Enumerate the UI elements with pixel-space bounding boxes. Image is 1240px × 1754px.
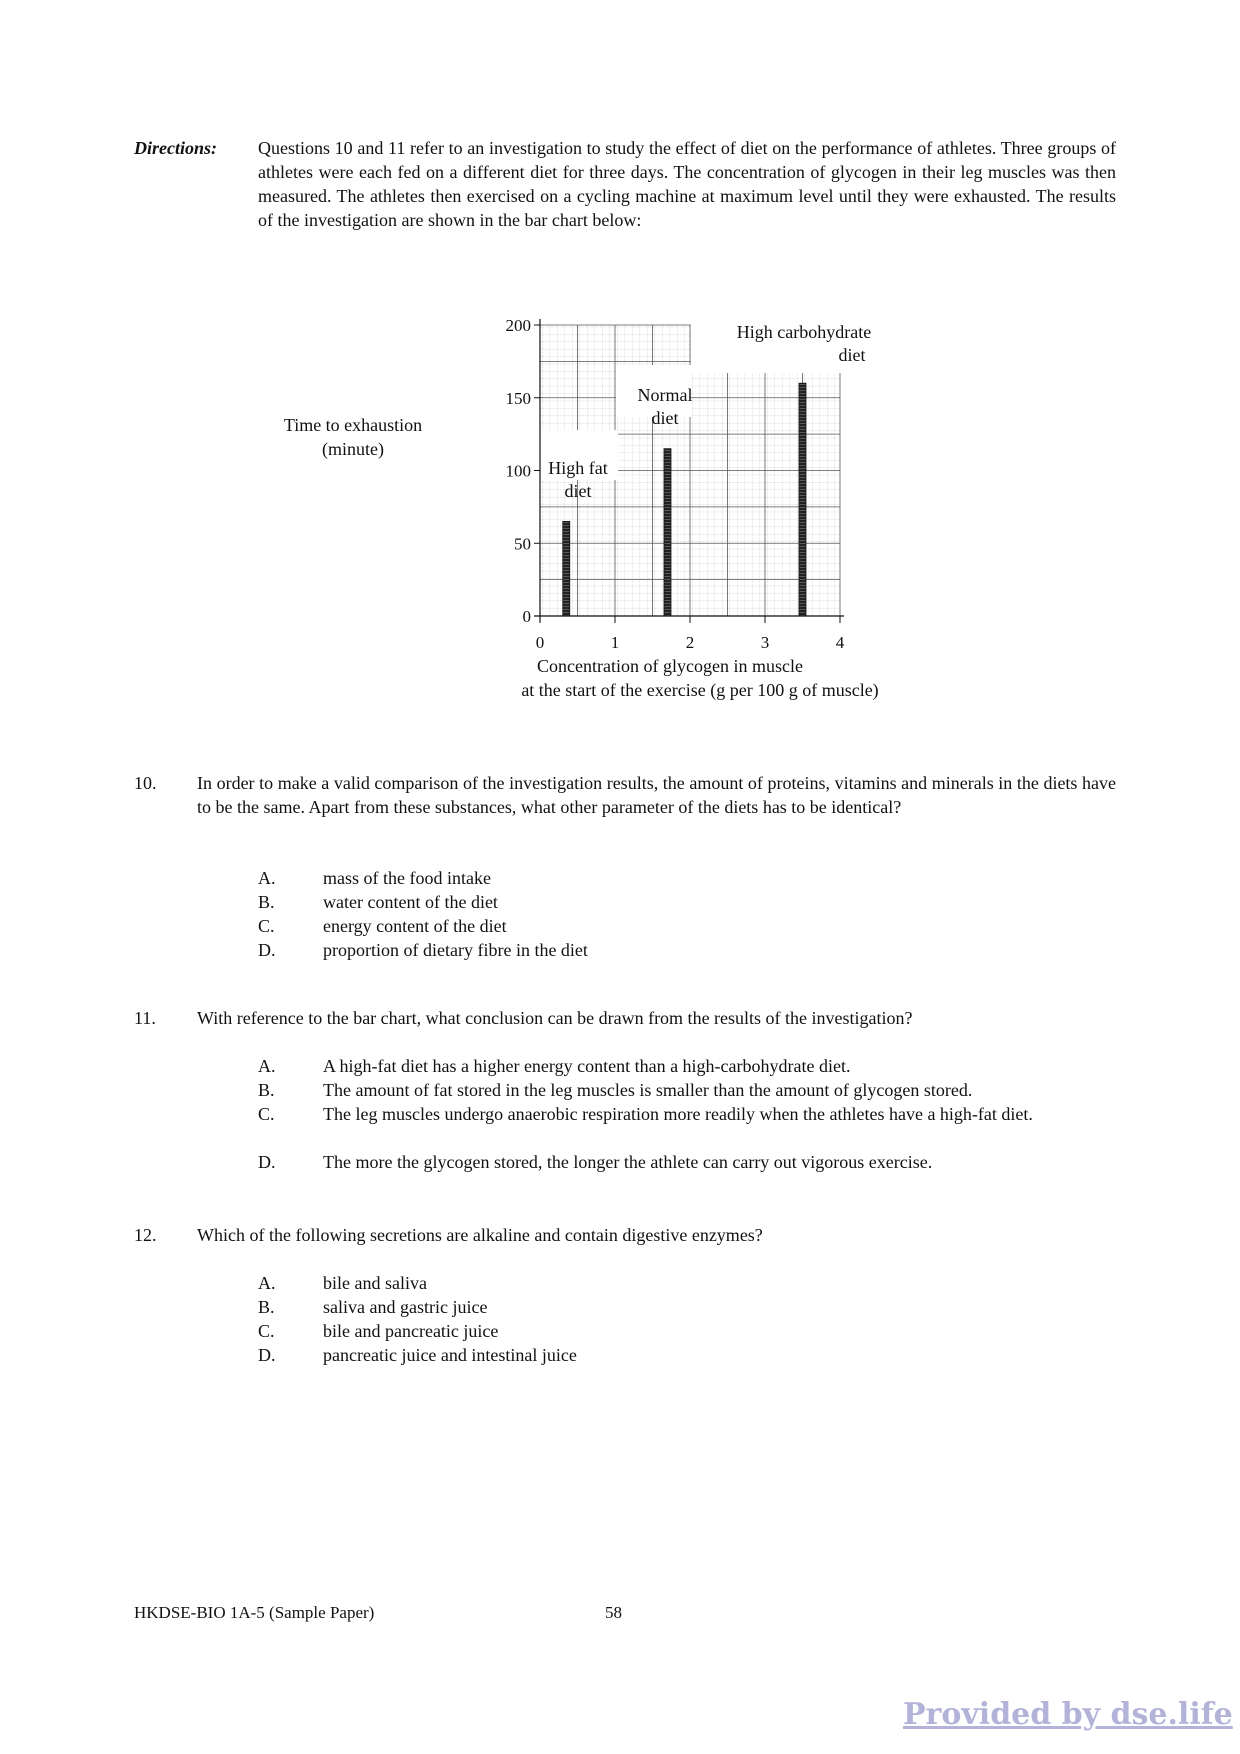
bar-name-label: Normal [637, 385, 693, 405]
watermark-link[interactable]: Provided by dse.life [903, 1697, 1233, 1732]
option-text: saliva and gastric juice [323, 1297, 488, 1317]
option-text: water content of the diet [323, 892, 498, 912]
y-tick-label: 0 [522, 607, 531, 626]
option-text: A high-fat diet has a higher energy content than a high-carbohydrate diet. [323, 1056, 851, 1076]
x-tick-label: 2 [685, 633, 695, 652]
x-axis-label: Concentration of glycogen in muscle [537, 656, 803, 676]
option-letter: D. [258, 1345, 276, 1365]
option-letter: B. [258, 1297, 275, 1317]
y-axis-label: Time to exhaustion [283, 415, 423, 435]
chart-bar [799, 383, 806, 616]
option-text: The more the glycogen stored, the longer the athlete can carry out vigorous exercise. [323, 1152, 933, 1172]
option-letter: A. [258, 1273, 276, 1293]
chart-bar [664, 449, 671, 616]
question-text: Which of the following secretions are alkaline and contain digestive enzymes? [197, 1225, 763, 1245]
question-number: 12. [134, 1225, 157, 1245]
y-axis-label: (minute) [322, 439, 384, 459]
question-number: 11. [134, 1008, 156, 1028]
y-tick-label: 50 [514, 534, 531, 554]
option-letter: A. [258, 868, 276, 888]
bar-name-label: diet [651, 408, 679, 428]
y-tick-label: 200 [505, 316, 531, 335]
chart-bar [563, 521, 570, 616]
bar-name-label: diet [564, 481, 592, 501]
option-text: mass of the food intake [323, 868, 491, 888]
option-letter: A. [258, 1056, 276, 1076]
question-number: 10. [134, 773, 157, 793]
y-tick-label: 100 [505, 461, 531, 481]
x-tick-label: 0 [535, 633, 545, 652]
x-tick-label: 1 [610, 633, 620, 652]
option-text: The leg muscles undergo anaerobic respiration more readily when the athletes have a high-fat diet. [323, 1104, 1033, 1124]
option-text: pancreatic juice and intestinal juice [323, 1345, 577, 1365]
option-letter: C. [258, 1104, 275, 1124]
option-text: bile and saliva [323, 1273, 427, 1293]
option-letter: B. [258, 892, 275, 912]
x-tick-label: 4 [835, 633, 845, 652]
bar-name-label: High fat [548, 458, 608, 478]
option-text: bile and pancreatic juice [323, 1321, 499, 1341]
footer-paper-code: HKDSE-BIO 1A-5 (Sample Paper) [134, 1603, 375, 1622]
question-text: In order to make a valid comparison of the investigation results, the amount of proteins, vitamins and minerals in the diets have to be the same. Apart from these substances, what other parameter of the diets has to be identical? [197, 773, 1116, 817]
directions-text: Questions 10 and 11 refer to an investigation to study the effect of diet on the performance of athletes. Three groups of athletes were each fed on a different diet for three days. The concentration of glycogen in their leg muscles was then measured. The athletes then exercised on a cycling machine at maximum level until they were exhausted. The results of the investigation are shown in the bar chart below: [258, 138, 1116, 230]
option-letter: C. [258, 1321, 275, 1341]
bar-name-label: diet [838, 345, 866, 365]
option-letter: B. [258, 1080, 275, 1100]
bar-name-label: High carbohydrate [736, 322, 872, 342]
option-text: proportion of dietary fibre in the diet [323, 940, 588, 960]
y-tick-label: 150 [505, 388, 531, 408]
option-letter: D. [258, 940, 276, 960]
option-letter: D. [258, 1152, 276, 1172]
option-text: The amount of fat stored in the leg muscles is smaller than the amount of glycogen stored. [323, 1080, 973, 1100]
x-tick-label: 3 [760, 633, 770, 652]
option-letter: C. [258, 916, 275, 936]
x-axis-label: at the start of the exercise (g per 100 g of muscle) [521, 680, 879, 700]
page-number: 58 [605, 1603, 622, 1622]
option-text: energy content of the diet [323, 916, 507, 936]
glycogen-bar-chart [280, 305, 920, 715]
directions-label: Directions: [134, 138, 217, 158]
question-text: With reference to the bar chart, what conclusion can be drawn from the results of the investigation? [197, 1008, 913, 1028]
